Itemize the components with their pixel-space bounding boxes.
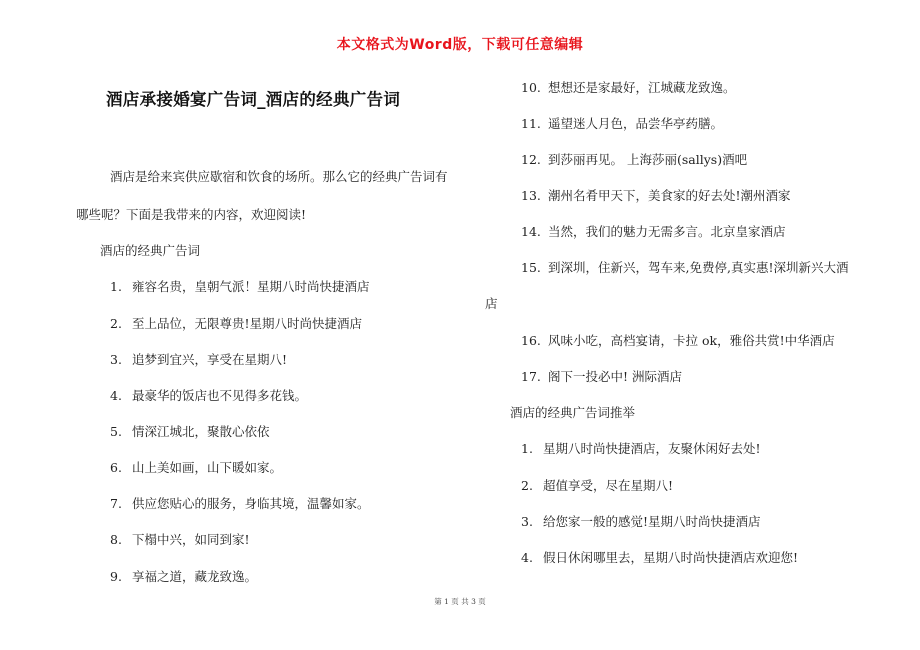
list-item-number: 15. <box>521 260 541 275</box>
intro-paragraph-line2: 哪些呢？下面是我带来的内容，欢迎阅读! <box>76 207 307 222</box>
list-item-number: 3. <box>110 352 122 367</box>
list-item <box>110 277 370 295</box>
list-item-wrap-text: 店 <box>485 296 498 311</box>
list-item-text: 追梦到宜兴，享受在星期八! <box>132 352 288 367</box>
list-item-number: 17. <box>521 369 541 384</box>
list-item-text: 情深江城北，聚散心依依 <box>132 424 270 439</box>
list-item-number: 12. <box>521 152 541 167</box>
list-item-number: 5. <box>110 424 122 439</box>
list-item-number: 1. <box>521 441 533 456</box>
list-item <box>110 314 362 332</box>
list-item <box>521 439 761 457</box>
intro-paragraph-line1: 酒店是给来宾供应歇宿和饮食的场所。那么它的经典广告词有 <box>110 169 448 184</box>
list-item <box>521 222 786 240</box>
list-item <box>110 458 282 476</box>
list-item-text: 假日休闲哪里去，星期八时尚快捷酒店欢迎您! <box>543 550 799 565</box>
list-item-number: 13. <box>521 188 541 203</box>
list-item-number: 6. <box>110 460 122 475</box>
list-item <box>110 494 370 512</box>
list-item-text: 星期八时尚快捷酒店，友聚休闲好去处! <box>543 441 761 456</box>
list-item-text: 至上品位，无限尊贵!星期八时尚快捷酒店 <box>132 316 363 331</box>
section-heading-classic-slogans: 酒店的经典广告词 <box>100 243 201 258</box>
list-item-text: 享福之道，藏龙致逸。 <box>132 569 258 584</box>
list-item-text: 遥望迷人月色，品尝华亭药膳。 <box>548 116 724 131</box>
list-item <box>521 476 673 494</box>
list-item-text: 当然，我们的魅力无需多言。北京皇家酒店 <box>548 224 786 239</box>
list-item-number: 1. <box>110 279 122 294</box>
list-item <box>521 512 761 530</box>
list-item-text: 超值享受，尽在星期八! <box>543 478 674 493</box>
list-item <box>521 186 791 204</box>
list-item <box>521 331 835 349</box>
list-item-text: 最豪华的饭店也不见得多花钱。 <box>132 388 308 403</box>
list-item <box>110 350 287 368</box>
list-item-number: 14. <box>521 224 541 239</box>
list-item-text: 供应您贴心的服务，身临其境，温馨如家。 <box>132 496 370 511</box>
list-item-text: 风味小吃，高档宴请，卡拉 ok，雅俗共赏!中华酒店 <box>548 333 835 348</box>
list-item <box>521 78 736 96</box>
list-item-number: 4. <box>521 550 533 565</box>
list-item-number: 10. <box>521 80 541 95</box>
page-footer: 第 1 页 共 3 页 <box>434 597 486 606</box>
list-item-number: 8. <box>110 532 122 547</box>
list-item-text: 山上美如画，山下暖如家。 <box>132 460 283 475</box>
list-item-number: 7. <box>110 496 122 511</box>
list-item-text: 给您家一般的感觉!星期八时尚快捷酒店 <box>543 514 761 529</box>
list-item-text: 下榻中兴，如同到家! <box>132 532 250 547</box>
list-item <box>110 386 307 404</box>
list-item <box>521 114 723 132</box>
section-heading-recommended-slogans: 酒店的经典广告词推举 <box>510 405 636 420</box>
list-item <box>110 422 270 440</box>
list-item-number: 16. <box>521 333 541 348</box>
list-item-text: 到莎丽再见。 上海莎丽(sallys)酒吧 <box>548 152 748 167</box>
document-title: 酒店承接婚宴广告词_酒店的经典广告词 <box>106 90 401 109</box>
list-item <box>521 258 848 276</box>
list-item-number: 2. <box>110 316 122 331</box>
list-item-number: 11. <box>521 116 541 131</box>
list-item-number: 9. <box>110 569 122 584</box>
list-item-text: 想想还是家最好，江城藏龙致逸。 <box>548 80 736 95</box>
list-item-text: 潮州名肴甲天下，美食家的好去处!潮州酒家 <box>548 188 791 203</box>
list-item-text: 阁下一投必中! 洲际酒店 <box>548 369 682 384</box>
list-item <box>521 367 682 385</box>
list-item <box>521 548 798 566</box>
list-item <box>110 530 250 548</box>
list-item-number: 3. <box>521 514 533 529</box>
list-item-text: 雍容名贵，皇朝气派！星期八时尚快捷酒店 <box>132 279 370 294</box>
list-item-text: 到深圳，住新兴，驾车来,免费停,真实惠!深圳新兴大酒 <box>548 260 849 275</box>
list-item-number: 2. <box>521 478 533 493</box>
list-item <box>521 150 747 168</box>
list-item <box>110 567 257 585</box>
list-item-number: 4. <box>110 388 122 403</box>
word-format-banner: 本文格式为Word版，下载可任意编辑 <box>336 37 584 53</box>
